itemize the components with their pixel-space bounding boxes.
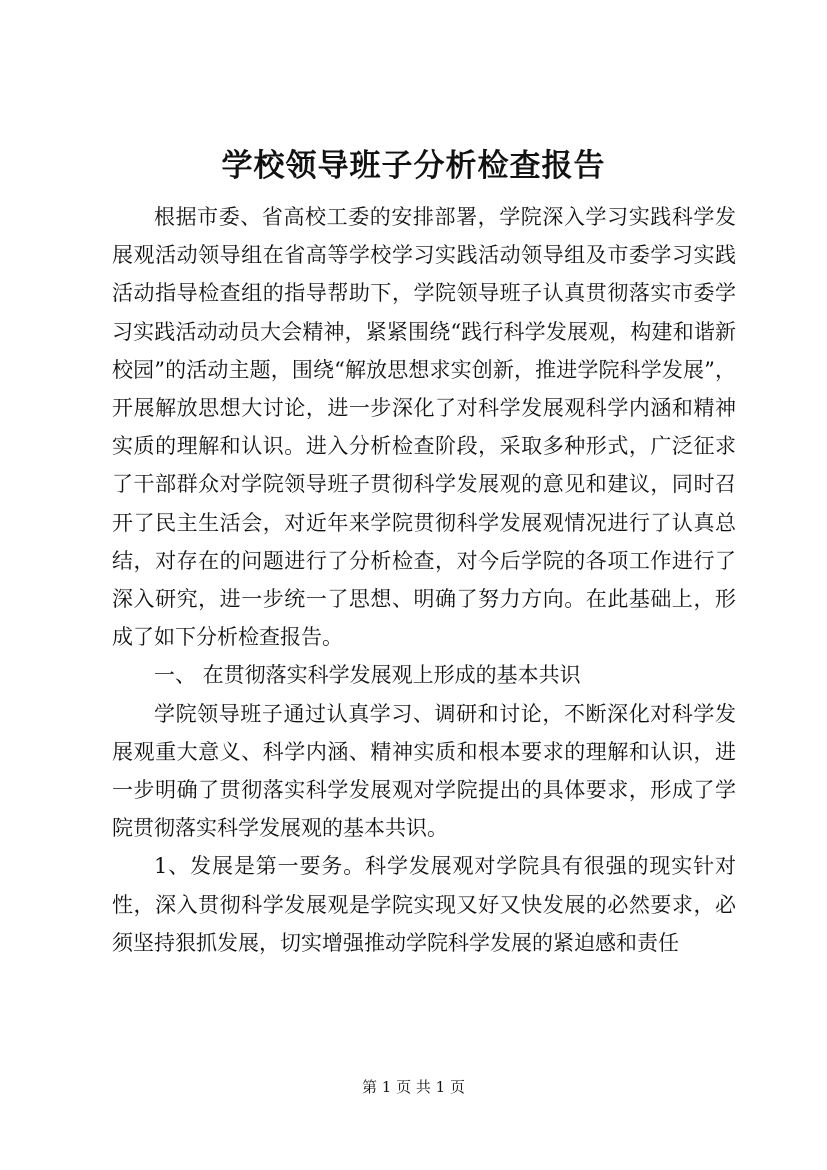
page-number-footer: 第 1 页 共 1 页: [362, 1078, 465, 1096]
paragraph-point-1: 1、发展是第一要务。科学发展观对学院具有很强的现实针对性，深入贯彻科学发展观是学院实现又好又快发展的必然要求，必须坚持狠抓发展，切实增强推动学院科学发展的紧迫感和责任: [112, 854, 736, 955]
paragraph-intro: 根据市委、省高校工委的安排部署，学院深入学习实践科学发展观活动领导组在省高等学校学习实践活动领导组及市委学习实践活动指导检查组的指导帮助下，学院领导班子认真贯彻落实市委学习实践活动动员大会精神，紧紧围绕“践行科学发展观，构建和谐新校园”的活动主题，围绕“解放思想求实创新，推进学院科学发展”，开展解放思想大讨论，进一步深化了对科学发展观科学内涵和精神实质的理解和认识。进入分析检查阶段，采取多种形式，广泛征求了干部群众对学院领导班子贯彻科学发展观的意见和建议，同时召开了民主生活会，对近年来学院贯彻科学发展观情况进行了认真总结，对存在的问题进行了分析检查，对今后学院的各项工作进行了深入研究，进一步统一了思想、明确了努力方向。在此基础上，形成了如下分析检查报告。: [112, 205, 736, 650]
paragraph-consensus: 学院领导班子通过认真学习、调研和讨论，不断深化对科学发展观重大意义、科学内涵、精神实质和根本要求的理解和认识，进一步明确了贯彻落实科学发展观对学院提出的具体要求，形成了学院贯彻落实科学发展观的基本共识。: [112, 701, 736, 841]
section-heading-1: 一、 在贯彻落实科学发展观上形成的基本共识: [154, 663, 581, 688]
document-body: [112, 198, 736, 962]
document-title: 学校领导班子分析检查报告: [221, 148, 606, 184]
